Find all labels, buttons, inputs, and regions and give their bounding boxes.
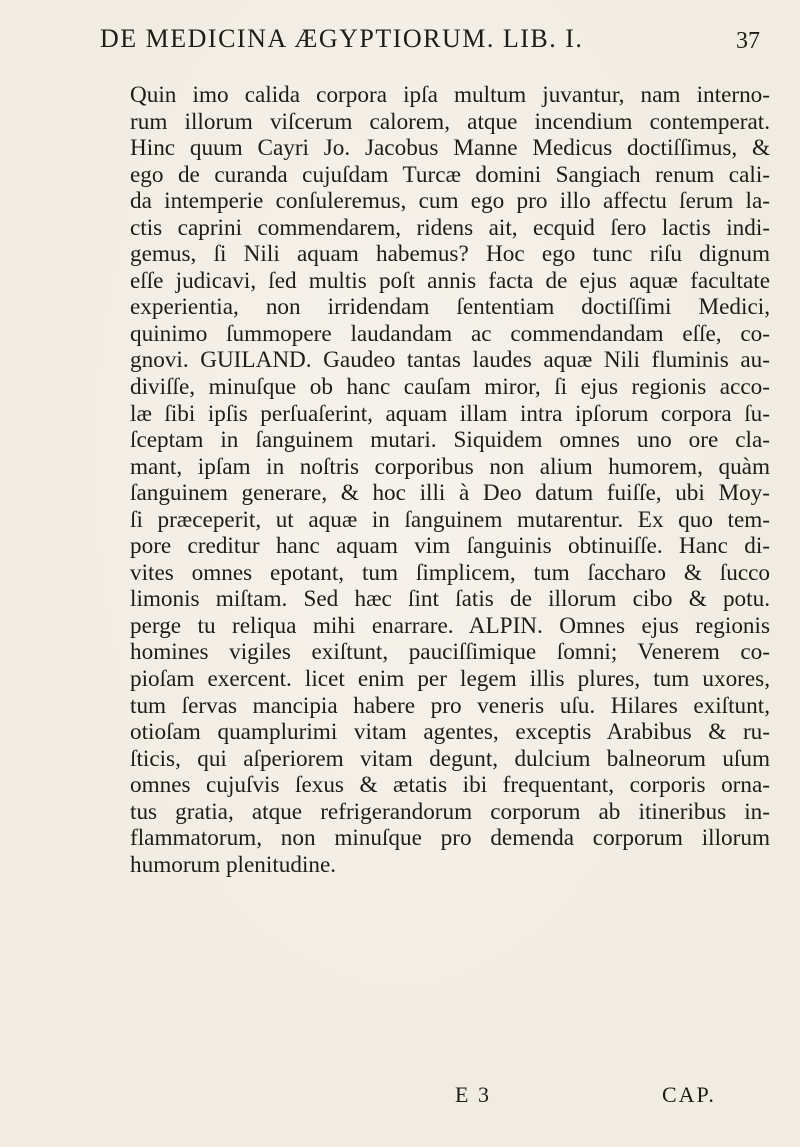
text-line: da intemperie conſuleremus, cum ego pro illo affectu ſerum la- [130,188,770,215]
text-line: vites omnes epotant, tum ſimplicem, tum ſaccharo & ſucco [130,559,770,586]
text-line: ſi præceperit, ut aquæ in ſanguinem mutarentur. Ex quo tem- [130,506,770,533]
text-line: diviſſe, minuſque ob hanc cauſam miror, ſi ejus regionis acco- [130,374,770,401]
text-line: limonis miſtam. Sed hæc ſint ſatis de illorum cibo & potu. [130,586,770,613]
text-line: gnovi. GUILAND. Gaudeo tantas laudes aquæ Nili fluminis au- [130,347,770,374]
catchword: CAP. [662,1082,716,1107]
text-line: Hinc quum Cayri Jo. Jacobus Manne Medicus doctiſſimus, & [130,135,770,162]
text-line: omnes cujuſvis ſexus & ætatis ibi frequentant, corporis orna- [130,772,770,799]
running-head [100,24,760,66]
signature-mark: E 3 [455,1082,491,1107]
text-line: tum ſervas mancipia habere pro veneris uſu. Hilares exiſtunt, [130,692,770,719]
running-title: DE MEDICINA ÆGYPTIORUM. LIB. I. [100,24,584,53]
text-line: quinimo ſummopere laudandam ac commendandam eſſe, co- [130,320,770,347]
text-line: mant, ipſam in noſtris corporibus non alium humorem, quàm [130,453,770,480]
text-line: ſanguinem generare, & hoc illi à Deo datum fuiſſe, ubi Moy- [130,480,770,507]
text-line: perge tu reliqua mihi enarrare. ALPIN. Omnes ejus regionis [130,612,770,639]
text-line: ſceptam in ſanguinem mutari. Siquidem omnes uno ore cla- [130,427,770,454]
text-line: pioſam exercent. licet enim per legem illis plures, tum uxores, [130,666,770,693]
page-number: 37 [736,28,760,54]
text-line: ſticis, qui aſperiorem vitam degunt, dulcium balneorum uſum [130,745,770,772]
text-line: tus gratia, atque refrigerandorum corporum ab itineribus in- [130,798,770,825]
text-line: læ ſibi ipſis perſuaſerint, aquam illam intra ipſorum corpora ſu- [130,400,770,427]
text-line: eſſe judicavi, ſed multis poſt annis facta de ejus aquæ facultate [130,267,770,294]
text-line: rum illorum viſcerum calorem, atque incendium contemperat. [130,108,770,135]
text-line: otioſam quamplurimi vitam agentes, exceptis Arabibus & ru- [130,719,770,746]
text-line: ctis caprini commendarem, ridens ait, ecquid ſero lactis indi- [130,214,770,241]
text-line: pore creditur hanc aquam vim ſanguinis obtinuiſſe. Hanc di- [130,533,770,560]
text-line: gemus, ſi Nili aquam habemus? Hoc ego tunc riſu dignum [130,241,770,268]
text-line: Quin imo calida corpora ipſa multum juvantur, nam interno- [130,82,770,108]
text-line: humorum plenitudine. [130,851,337,878]
body-text [130,82,770,878]
text-line: homines vigiles exiſtunt, pauciſſimique ſomni; Venerem co- [130,639,770,666]
text-line: ego de curanda cujuſdam Turcæ domini Sangiach renum cali- [130,161,770,188]
text-line: flammatorum, non minuſque pro demenda corporum illorum [130,825,770,852]
text-line: experientia, non irridendam ſententiam doctiſſimi Medici, [130,294,770,321]
